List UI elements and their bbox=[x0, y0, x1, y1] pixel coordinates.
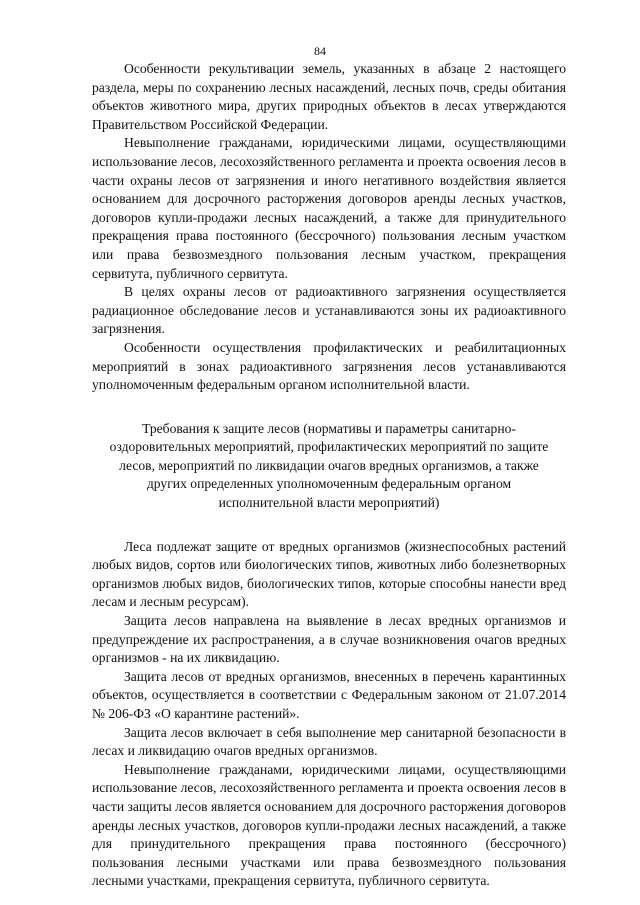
paragraph: Невыполнение гражданами, юридическими лицами, осуществляющими использование лесов, лесохозяйственного регламента и проекта освоения лесов в части охраны лесов от загрязнения и иного негативного воздействия является основанием для досрочного расторжения договоров аренды лесных участков, договоров купли-продажи лесных насаждений, а также для принудительного прекращения права постоянного (бессрочного) пользования лесным участком или права безвозмездного пользования лесным участком, прекращения сервитута, публичного сервитута. bbox=[92, 135, 566, 281]
paragraph: Особенности осуществления профилактических и реабилитационных мероприятий в зонах радиоактивного загрязнения лесов устанавливаются уполномоченным федеральным органом исполнительной власти. bbox=[92, 339, 566, 393]
document-body bbox=[92, 60, 566, 891]
paragraph: Защита лесов от вредных организмов, внесенных в перечень карантинных объектов, осуществляется в соответствии с Федеральным законом от 21.07.2014 № 206-ФЗ «О карантине растений». bbox=[92, 668, 566, 721]
page-number: 84 bbox=[314, 44, 326, 58]
paragraph: Защита лесов направлена на выявление в лесах вредных организмов и предупреждение их распространения, а в случае возникновения очагов вредных организмов - на их ликвидацию. bbox=[92, 613, 566, 666]
paragraph: Леса подлежат защите от вредных организмов (жизнеспособных растений любых видов, сортов или биологических типов, животных либо болезнетворных организмов любых видов, биологических типов, которые способны нанести вред лесам и лесным ресурсам). bbox=[92, 538, 566, 610]
paragraph: В целях охраны лесов от радиоактивного загрязнения осуществляется радиационное обследование лесов и устанавливаются зоны их радиоактивного загрязнения. bbox=[92, 284, 566, 337]
paragraph: Защита лесов включает в себя выполнение мер санитарной безопасности в лесах и ликвидацию очагов вредных организмов. bbox=[92, 724, 566, 759]
section-heading: Требования к защите лесов (нормативы и параметры санитарно-оздоровительных мероприятий, профилактических мероприятий по защите лесов, мероприятий по ликвидации очагов вредных организмов, а также других определенных уполномоченным федеральным органом исполнительной власти мероприятий) bbox=[109, 420, 549, 511]
paragraph: Особенности рекультивации земель, указанных в абзаце 2 настоящего раздела, меры по сохранению лесных насаждений, лесных почв, среды обитания объектов животного мира, других природных объектов в лесах утверждаются Правительством Российской Федерации. bbox=[92, 61, 566, 132]
paragraph: Невыполнение гражданами, юридическими лицами, осуществляющими использование лесов, лесохозяйственного регламента и проекта освоения лесов в части защиты лесов является основанием для досрочного расторжения договоров аренды лесных участков, договоров купли-продажи лесных насаждений, а также для принудительного прекращения права постоянного (бессрочного) пользования лесными участками или права безвозмездного пользования лесными участками, прекращения сервитута, публичного сервитута. bbox=[92, 761, 566, 889]
